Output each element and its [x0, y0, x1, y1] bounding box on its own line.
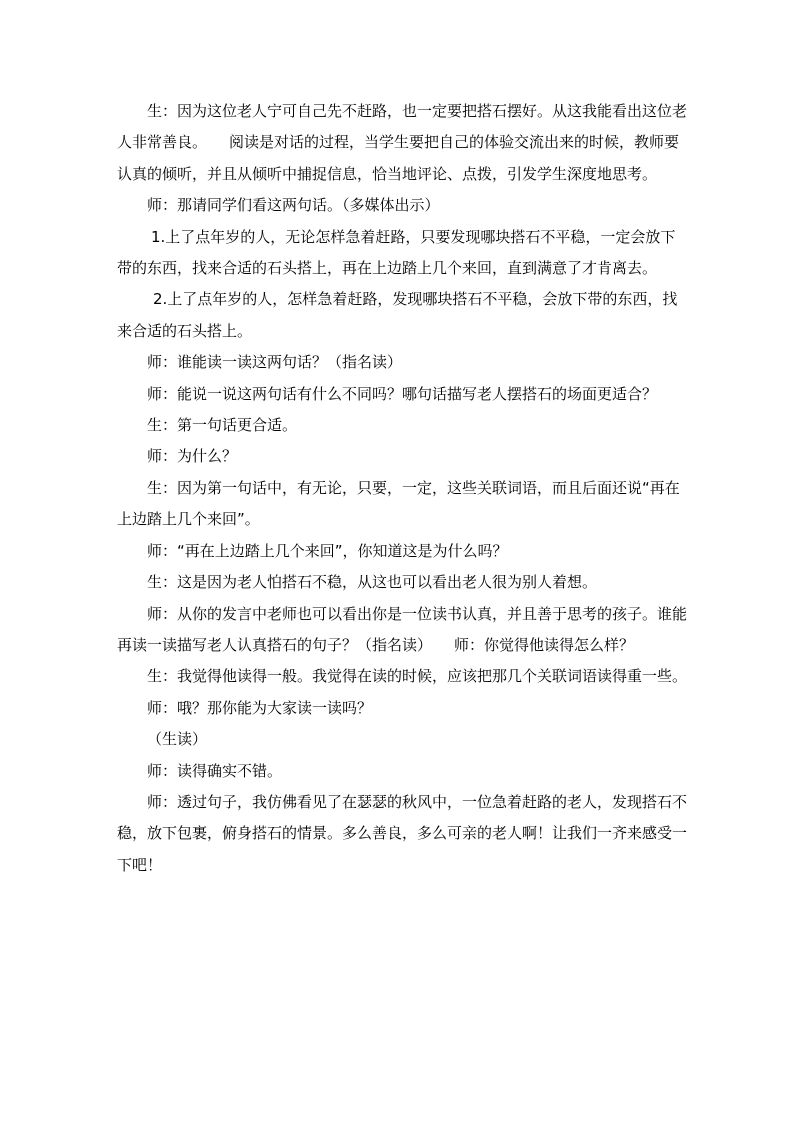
teaching-commentary-text: 阅读是对话的过程，当学生要把自己的体验交流出来的时候，教师要认真的倾听，并且从倾听中捕捉信息，恰当地评论、点拨，引发学生深度地思考。	[117, 133, 680, 183]
student-answer-paragraph: 生：我觉得他读得一般。我觉得在读的时候，应该把那几个关联词语读得重一些。	[147, 667, 688, 686]
teacher-comment-paragraph	[117, 599, 687, 662]
teacher-question-paragraph: 师：能说一说这两句话有什么不同吗？哪句话描写老人摆搭石的场面更适合？	[147, 384, 658, 403]
student-reads-note: （生读）	[147, 730, 208, 749]
student-answer-text: 生：因为这位老人宁可自己先不赶路，也一定要把搭石摆好。从这我能看出这位老人非常善良。	[117, 102, 688, 152]
teacher-comment-text: 师：从你的发言中老师也可以看出你是一位读书认真，并且善于思考的孩子。谁能再读一读描写老人认真搭石的句子？（指名读）	[117, 604, 688, 654]
teacher-question-text: 师：你觉得他读得怎么样？	[454, 635, 635, 654]
student-answer-paragraph: 生：第一句话更合适。	[147, 416, 298, 435]
student-answer-paragraph: 生：这是因为老人怕搭石不稳，从这也可以看出老人很为别人着想。	[147, 573, 598, 592]
teacher-question-paragraph: 师：“再在上边踏上几个来回”，你知道这是为什么吗？	[147, 541, 508, 560]
teacher-question-paragraph: 师：谁能读一读这两句话？（指名读）	[147, 353, 403, 372]
document-body	[117, 96, 687, 881]
teacher-question-paragraph: 师：为什么？	[147, 447, 238, 466]
example-sentence-2: 2.上了点年岁的人，怎样急着赶路，发现哪块搭石不平稳，会放下带的东西，找来合适的石头搭上。	[117, 290, 678, 340]
example-sentence-1: 1.上了点年岁的人，无论怎样急着赶路，只要发现哪块搭石不平稳，一定会放下带的东西，找来合适的石头搭上，再在上边踏上几个来回，直到满意了才肯离去。	[117, 227, 676, 278]
teacher-summary-paragraph: 师：透过句子，我仿佛看见了在瑟瑟的秋风中，一位急着赶路的老人，发现搭石不稳，放下包裹，俯身搭石的情景。多么善良，多么可亲的老人啊！让我们一齐来感受一下吧！	[117, 792, 688, 874]
student-answer-paragraph	[117, 96, 687, 190]
teacher-comment-paragraph: 师：读得确实不错。	[147, 761, 283, 780]
teacher-prompt-paragraph: 师：那请同学们看这两句话。（多媒体出示）	[147, 196, 440, 215]
teacher-question-paragraph: 师：哦？那你能为大家读一读吗？	[147, 698, 373, 717]
student-answer-paragraph: 生：因为第一句话中，有无论，只要，一定，这些关联词语，而且后面还说“再在上边踏上几个来回”。	[117, 478, 680, 529]
